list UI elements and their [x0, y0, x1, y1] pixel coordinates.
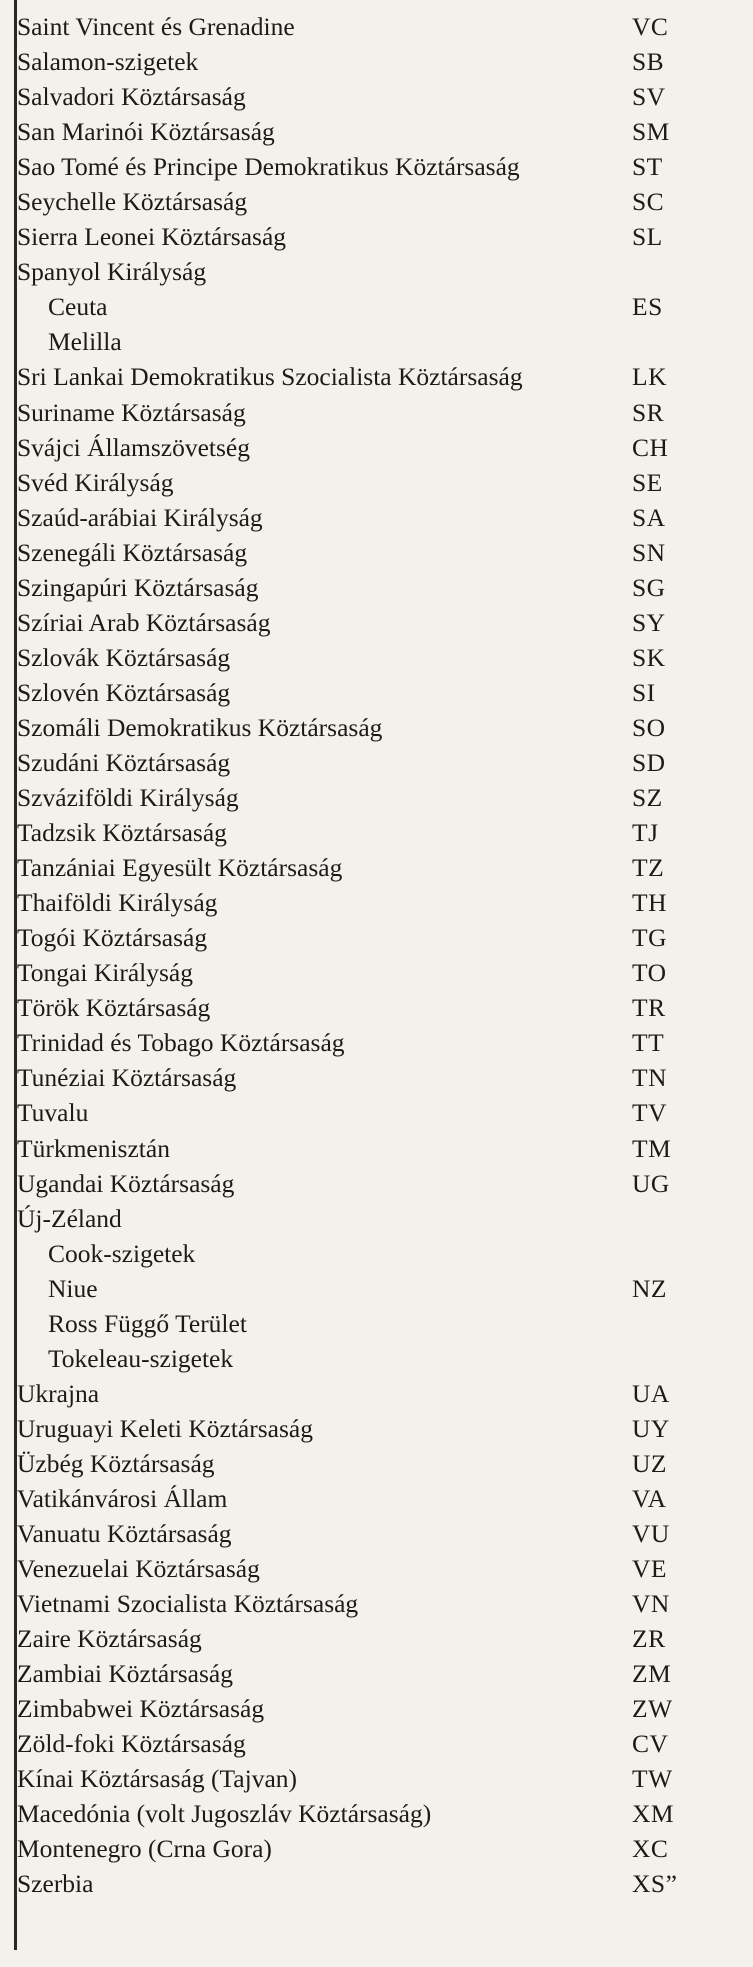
- country-code: ZW: [632, 1694, 673, 1724]
- country-name: Szlovák Köztársaság: [17, 642, 231, 672]
- country-row: [0, 1796, 753, 1831]
- country-row: [0, 815, 753, 850]
- country-name: Spanyol Királyság: [17, 257, 207, 287]
- country-name: Seychelle Köztársaság: [17, 187, 248, 217]
- country-name: Zambiai Köztársaság: [17, 1659, 233, 1689]
- country-name: Zöld-foki Köztársaság: [17, 1729, 246, 1759]
- country-code: SC: [632, 187, 665, 217]
- country-name: Zimbabwei Köztársaság: [17, 1694, 265, 1724]
- country-name: Szomáli Demokratikus Köztársaság: [17, 712, 383, 742]
- sub-territory-row: [0, 289, 753, 324]
- country-row: [0, 850, 753, 885]
- country-code: NZ: [632, 1273, 667, 1303]
- country-name: Ugandai Köztársaság: [17, 1168, 235, 1198]
- country-name: Szíriai Arab Köztársaság: [17, 607, 271, 637]
- country-code-list: [0, 9, 753, 1902]
- country-code: SM: [632, 117, 670, 147]
- country-code: VC: [632, 12, 669, 41]
- country-name: Vatikánvárosi Állam: [17, 1483, 228, 1513]
- country-code: UY: [632, 1413, 670, 1443]
- country-name: Salamon-szigetek: [17, 47, 199, 77]
- country-code: UG: [632, 1168, 670, 1198]
- country-row: [0, 1201, 753, 1236]
- country-code: SK: [632, 642, 666, 672]
- country-name: Sri Lankai Demokratikus Szocialista Köztársaság: [17, 362, 523, 392]
- sub-territory-row: [0, 1236, 753, 1271]
- country-row: [0, 1481, 753, 1516]
- country-row: [0, 1831, 753, 1866]
- country-name: Uruguayi Keleti Köztársaság: [17, 1413, 313, 1443]
- country-row: [0, 535, 753, 570]
- country-name: Svéd Királyság: [17, 467, 174, 497]
- country-name: Cook-szigetek: [48, 1238, 196, 1268]
- country-row: [0, 605, 753, 640]
- country-row: [0, 780, 753, 815]
- country-code: ZR: [632, 1624, 666, 1654]
- country-row: [0, 184, 753, 219]
- country-name: Kínai Köztársaság (Tajvan): [17, 1764, 298, 1794]
- country-code: SV: [632, 82, 666, 112]
- country-row: [0, 955, 753, 990]
- country-code: CH: [632, 432, 669, 462]
- country-row: [0, 570, 753, 605]
- country-code: TZ: [632, 853, 665, 883]
- country-name: Thaiföldi Királyság: [17, 888, 218, 918]
- country-name: Tanzániai Egyesült Köztársaság: [17, 853, 343, 883]
- country-code: UA: [632, 1378, 670, 1408]
- country-code: SZ: [632, 783, 663, 813]
- country-code: TT: [632, 1028, 665, 1058]
- country-code: TW: [632, 1764, 673, 1794]
- country-row: [0, 675, 753, 710]
- country-name: San Marinói Köztársaság: [17, 117, 275, 147]
- country-row: [0, 1586, 753, 1621]
- country-row: [0, 149, 753, 184]
- country-name: Melilla: [48, 327, 122, 357]
- country-row: [0, 640, 753, 675]
- country-row: [0, 1095, 753, 1130]
- country-row: [0, 990, 753, 1025]
- country-name: Ross Függő Terület: [48, 1308, 247, 1338]
- country-name: Venezuelai Köztársaság: [17, 1554, 260, 1584]
- sub-territory-row: [0, 1306, 753, 1341]
- country-name: Ukrajna: [17, 1378, 100, 1408]
- country-row: [0, 1411, 753, 1446]
- country-name: Új-Zéland: [17, 1203, 122, 1233]
- country-row: [0, 254, 753, 289]
- country-name: Niue: [48, 1273, 98, 1303]
- country-name: Szenegáli Köztársaság: [17, 537, 248, 567]
- country-row: [0, 114, 753, 149]
- country-code: TV: [632, 1098, 667, 1128]
- country-code: TM: [632, 1133, 672, 1163]
- country-code: TR: [632, 993, 666, 1023]
- country-name: Szaúd-arábiai Királyság: [17, 502, 263, 532]
- country-name: Tuvalu: [17, 1098, 89, 1128]
- country-row: [0, 1376, 753, 1411]
- country-row: [0, 920, 753, 955]
- country-name: Suriname Köztársaság: [17, 397, 246, 427]
- country-name: Macedónia (volt Jugoszláv Köztársaság): [17, 1799, 432, 1829]
- country-name: Zaire Köztársaság: [17, 1624, 202, 1654]
- sub-territory-row: [0, 1271, 753, 1306]
- country-row: [0, 1726, 753, 1761]
- country-code: TJ: [632, 818, 659, 848]
- country-name: Szerbia: [17, 1869, 94, 1899]
- country-name: Svájci Államszövetség: [17, 432, 250, 462]
- country-name: Üzbég Köztársaság: [17, 1448, 215, 1478]
- country-name: Salvadori Köztársaság: [17, 82, 246, 112]
- country-name: Tadzsik Köztársaság: [17, 818, 227, 848]
- country-row: [0, 1551, 753, 1586]
- country-code: TH: [632, 888, 667, 918]
- country-code: LK: [632, 362, 667, 392]
- country-row: [0, 1060, 753, 1095]
- country-code: ST: [632, 152, 663, 182]
- country-name: Vanuatu Köztársaság: [17, 1519, 232, 1549]
- country-code: VU: [632, 1519, 670, 1549]
- country-row: [0, 359, 753, 394]
- country-row: [0, 395, 753, 430]
- country-code: XC: [632, 1834, 669, 1864]
- country-name: Szlovén Köztársaság: [17, 677, 231, 707]
- country-row: [0, 219, 753, 254]
- country-name: Montenegro (Crna Gora): [17, 1834, 272, 1864]
- country-row: [0, 44, 753, 79]
- country-row: [0, 710, 753, 745]
- country-code: XS”: [632, 1869, 678, 1899]
- country-row: [0, 500, 753, 535]
- country-name: Ceuta: [48, 292, 108, 322]
- country-row: [0, 1131, 753, 1166]
- country-name: Tunéziai Köztársaság: [17, 1063, 237, 1093]
- country-code: SE: [632, 467, 663, 497]
- country-code: SL: [632, 222, 663, 252]
- country-code: SO: [632, 712, 666, 742]
- country-code: ES: [632, 292, 663, 322]
- country-code: VN: [632, 1589, 670, 1619]
- country-name: Tongai Királyság: [17, 958, 193, 988]
- country-row: [0, 1691, 753, 1726]
- sub-territory-row: [0, 324, 753, 359]
- country-code: SY: [632, 607, 666, 637]
- country-row: [0, 465, 753, 500]
- country-name: Szudáni Köztársaság: [17, 747, 231, 777]
- country-name: Szváziföldi Királyság: [17, 783, 239, 813]
- country-row: [0, 9, 753, 44]
- country-code: SN: [632, 537, 666, 567]
- country-row: [0, 1621, 753, 1656]
- country-code: SG: [632, 572, 666, 602]
- country-code: TN: [632, 1063, 667, 1093]
- country-row: [0, 1446, 753, 1481]
- country-code: VA: [632, 1483, 667, 1513]
- country-name: Sao Tomé és Principe Demokratikus Köztársaság: [17, 152, 520, 182]
- country-name: Szingapúri Köztársaság: [17, 572, 259, 602]
- country-code: SI: [632, 677, 656, 707]
- country-name: Trinidad és Tobago Köztársaság: [17, 1028, 345, 1058]
- country-code: ZM: [632, 1659, 672, 1689]
- country-row: [0, 1866, 753, 1901]
- country-row: [0, 1516, 753, 1551]
- country-code: CV: [632, 1729, 669, 1759]
- country-row: [0, 1656, 753, 1691]
- country-code: SR: [632, 397, 665, 427]
- country-code: SA: [632, 502, 666, 532]
- country-row: [0, 1166, 753, 1201]
- country-name: Török Köztársaság: [17, 993, 211, 1023]
- country-name: Togói Köztársaság: [17, 923, 208, 953]
- country-row: [0, 79, 753, 114]
- country-name: Sierra Leonei Köztársaság: [17, 222, 287, 252]
- country-code: XM: [632, 1799, 675, 1829]
- country-row: [0, 1761, 753, 1796]
- country-row: [0, 1025, 753, 1060]
- country-code: TG: [632, 923, 667, 953]
- country-code: SD: [632, 747, 666, 777]
- country-code: TO: [632, 958, 667, 988]
- country-code: UZ: [632, 1448, 667, 1478]
- country-code: SB: [632, 47, 665, 77]
- country-name: Saint Vincent és Grenadine: [17, 12, 295, 41]
- country-name: Tokeleau-szigetek: [48, 1343, 234, 1373]
- country-row: [0, 430, 753, 465]
- country-row: [0, 885, 753, 920]
- country-name: Türkmenisztán: [17, 1133, 170, 1163]
- country-code: VE: [632, 1554, 667, 1584]
- country-row: [0, 745, 753, 780]
- sub-territory-row: [0, 1341, 753, 1376]
- country-name: Vietnami Szocialista Köztársaság: [17, 1589, 359, 1619]
